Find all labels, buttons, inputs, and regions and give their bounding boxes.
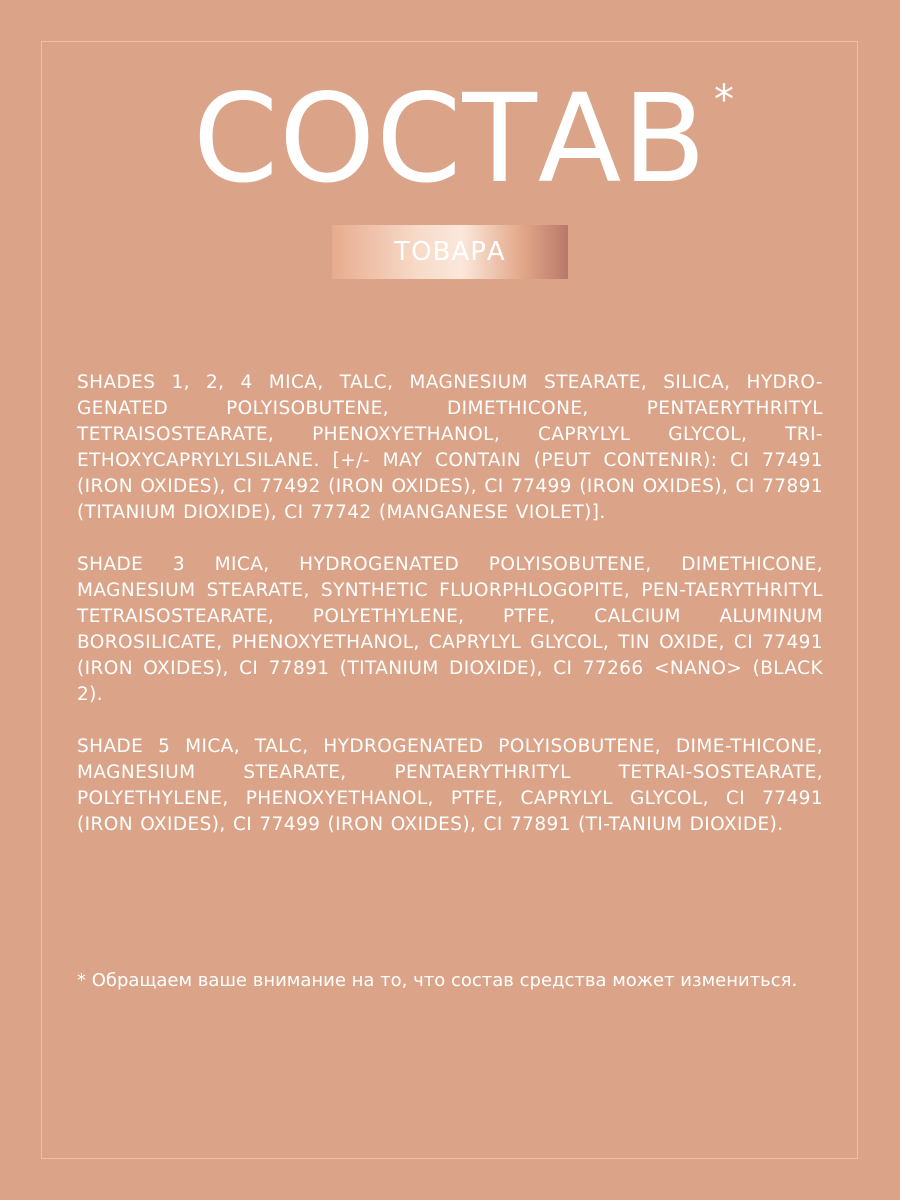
footnote: * Обращаем ваше внимание на то, что состав средства может измениться. xyxy=(77,970,798,991)
ingredients-shade-5: SHADE 5 MICA, TALC, HYDROGENATED POLYISOBUTENE, DIME-THICONE, MAGNESIUM STEARATE, PENTAERYTHRITYL TETRAI-SOSTEARATE, POLYETHYLENE, PHENOXYETHANOL, PTFE, CAPRYLYL GLYCOL, CI 77491 (IRON OXIDES), CI 77499 (IRON OXIDES), CI 77891 (TI-TANIUM DIOXIDE). xyxy=(77,736,823,835)
title-block xyxy=(0,68,900,210)
ingredients-section xyxy=(77,370,823,838)
ingredients-shades-1-2-4: SHADES 1, 2, 4 MICA, TALC, MAGNESIUM STEARATE, SILICA, HYDRO-GENATED POLYISOBUTENE, DIMETHICONE, PENTAERYTHRITYL TETRAISOSTEARATE, PHENOXYETHANOL, CAPRYLYL GLYCOL, TRI-ETHOXYCAPRYLYLSILANE. [+/- MAY CONTAIN (PEUT CONTENIR): CI 77491 (IRON OXIDES), CI 77492 (IRON OXIDES), CI 77499 (IRON OXIDES), CI 77891 (TITANIUM DIOXIDE), CI 77742 (MANGANESE VIOLET)]. xyxy=(77,372,823,523)
subtitle-badge xyxy=(332,225,568,279)
page-title xyxy=(192,68,736,210)
title-asterisk: * xyxy=(714,77,736,123)
ingredients-shade-3: SHADE 3 MICA, HYDROGENATED POLYISOBUTENE, DIMETHICONE, MAGNESIUM STEARATE, SYNTHETIC FLUORPHLOGOPITE, PEN-TAERYTHRITYL TETRAISOSTEARATE, POLYETHYLENE, PTFE, CALCIUM ALUMINUM BOROSILICATE, PHENOXYETHANOL, CAPRYLYL GLYCOL, TIN OXIDE, CI 77491 (IRON OXIDES), CI 77891 (TITANIUM DIOXIDE), CI 77266 <NANO> (BLACK 2). xyxy=(77,554,823,705)
subtitle-badge-label: ТОВАРА xyxy=(394,237,506,267)
page-title-text: СОСТАВ xyxy=(192,68,708,210)
